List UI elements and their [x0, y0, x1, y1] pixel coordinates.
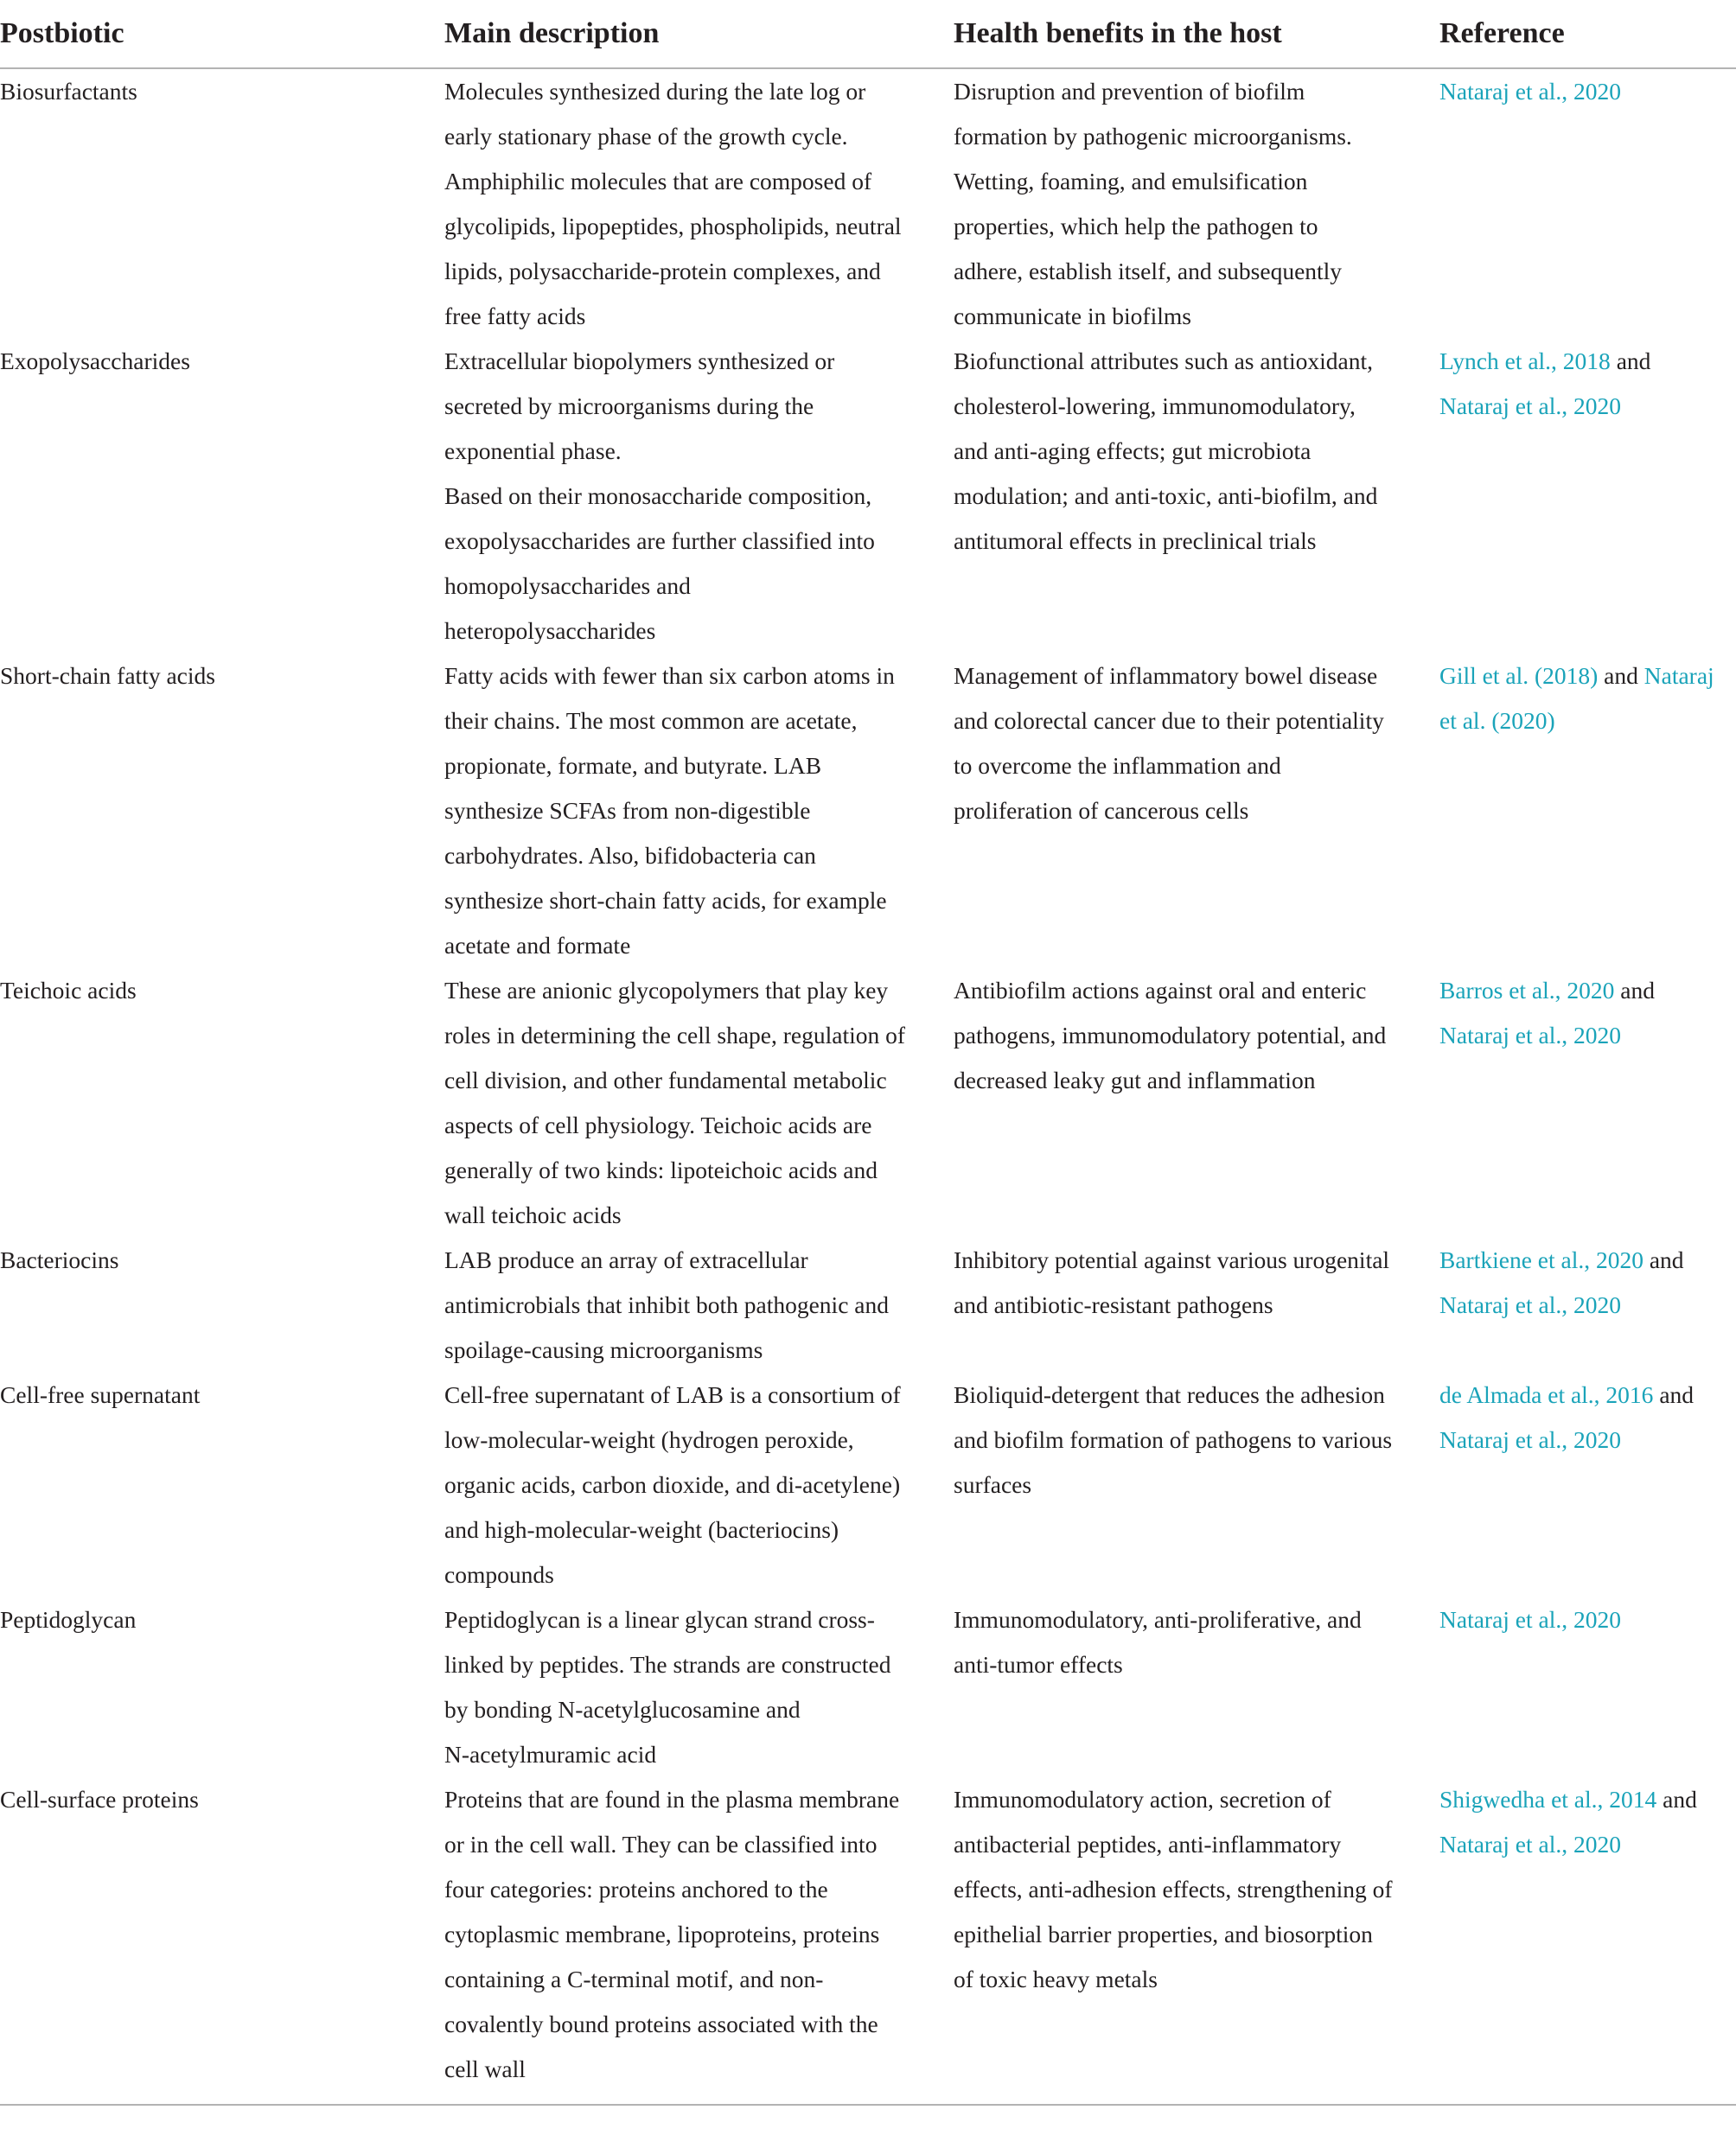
- cell-main-description: [444, 1238, 954, 1373]
- benefit-line: cholesterol-lowering, immunomodulatory,: [954, 392, 1356, 419]
- description-line: Extracellular biopolymers synthesized or: [444, 347, 835, 374]
- reference-link[interactable]: Shigwedha et al., 2014: [1439, 1786, 1657, 1813]
- description-line: or in the cell wall. They can be classified into: [444, 1831, 878, 1858]
- cell-postbiotic: [0, 1373, 444, 1597]
- cell-main-description: [444, 339, 954, 653]
- benefit-line: anti-tumor effects: [954, 1651, 1123, 1678]
- cell-health-benefits: [954, 1238, 1439, 1373]
- cell-main-description: [444, 968, 954, 1238]
- benefit-line: Wetting, foaming, and emulsification: [954, 168, 1308, 194]
- benefit-line: Disruption and prevention of biofilm: [954, 78, 1305, 105]
- table-body: [0, 68, 1736, 2105]
- description-line: exponential phase.: [444, 437, 622, 464]
- header-health-benefits: Health benefits in the host: [954, 0, 1439, 68]
- cell-health-benefits: [954, 68, 1439, 339]
- benefit-line: communicate in biofilms: [954, 303, 1191, 329]
- benefit-line: formation by pathogenic microorganisms.: [954, 123, 1352, 150]
- benefit-line: Immunomodulatory action, secretion of: [954, 1786, 1331, 1813]
- description-line: Proteins that are found in the plasma membrane: [444, 1786, 900, 1813]
- cell-postbiotic: [0, 653, 444, 968]
- table-row: [0, 339, 1736, 653]
- cell-reference: [1439, 68, 1736, 339]
- benefit-line: epithelial barrier properties, and biosorption: [954, 1921, 1373, 1947]
- postbiotic-name: Short-chain fatty acids: [0, 662, 215, 689]
- reference-line: [1439, 384, 1733, 429]
- reference-line: [1439, 1013, 1733, 1058]
- reference-link[interactable]: Lynch et al., 2018: [1439, 347, 1611, 374]
- description-line: cytoplasmic membrane, lipoproteins, proteins: [444, 1921, 880, 1947]
- cell-postbiotic: [0, 68, 444, 339]
- cell-health-benefits: [954, 339, 1439, 653]
- cell-postbiotic: [0, 339, 444, 653]
- description-line: propionate, formate, and butyrate. LAB: [444, 752, 822, 779]
- description-line: N-acetylmuramic acid: [444, 1741, 657, 1768]
- description-line: and high-molecular-weight (bacteriocins): [444, 1516, 839, 1543]
- reference-link[interactable]: et al. (2020): [1439, 707, 1555, 734]
- reference-line: [1439, 653, 1733, 698]
- description-line: heteropolysaccharides: [444, 617, 656, 644]
- cell-main-description: [444, 68, 954, 339]
- benefit-line: Antibiofilm actions against oral and enteric: [954, 977, 1367, 1004]
- description-line: cell wall: [444, 2056, 526, 2082]
- cell-health-benefits: [954, 1597, 1439, 1777]
- benefit-line: adhere, establish itself, and subsequently: [954, 258, 1343, 284]
- header-reference: Reference: [1439, 0, 1736, 68]
- cell-postbiotic: [0, 1238, 444, 1373]
- cell-main-description: [444, 1373, 954, 1597]
- reference-link[interactable]: Nataraj et al., 2020: [1439, 1022, 1621, 1049]
- benefit-line: and biofilm formation of pathogens to various: [954, 1426, 1393, 1453]
- description-line: synthesize SCFAs from non-digestible: [444, 797, 811, 824]
- description-line: exopolysaccharides are further classified into: [444, 527, 875, 554]
- reference-joiner-text: and: [1598, 662, 1644, 689]
- benefit-line: modulation; and anti-toxic, anti-biofilm, and: [954, 482, 1378, 509]
- benefit-line: decreased leaky gut and inflammation: [954, 1067, 1316, 1093]
- reference-line: [1439, 1597, 1733, 1642]
- benefit-line: Biofunctional attributes such as antioxidant,: [954, 347, 1373, 374]
- description-line: generally of two kinds: lipoteichoic acids and: [444, 1157, 878, 1183]
- reference-line: [1439, 1822, 1733, 1867]
- description-line: their chains. The most common are acetate,: [444, 707, 858, 734]
- reference-link[interactable]: Nataraj et al., 2020: [1439, 78, 1621, 105]
- reference-link[interactable]: Nataraj et al., 2020: [1439, 1831, 1621, 1858]
- postbiotic-name: Cell-free supernatant: [0, 1381, 201, 1408]
- cell-reference: [1439, 1238, 1736, 1373]
- description-line: These are anionic glycopolymers that play key: [444, 977, 889, 1004]
- postbiotic-name: Cell-surface proteins: [0, 1786, 199, 1813]
- postbiotic-name: Biosurfactants: [0, 78, 137, 105]
- benefit-line: Bioliquid-detergent that reduces the adhesion: [954, 1381, 1385, 1408]
- description-line: roles in determining the cell shape, regulation of: [444, 1022, 906, 1049]
- benefit-line: surfaces: [954, 1471, 1032, 1498]
- cell-health-benefits: [954, 1777, 1439, 2105]
- reference-link[interactable]: Barros et al., 2020: [1439, 977, 1615, 1004]
- benefit-line: pathogens, immunomodulatory potential, and: [954, 1022, 1387, 1049]
- postbiotic-name: Exopolysaccharides: [0, 347, 190, 374]
- cell-reference: [1439, 339, 1736, 653]
- reference-joiner-text: and: [1656, 1786, 1697, 1813]
- reference-line: [1439, 1238, 1733, 1283]
- cell-health-benefits: [954, 653, 1439, 968]
- benefit-line: and anti-aging effects; gut microbiota: [954, 437, 1312, 464]
- description-line: acetate and formate: [444, 932, 631, 959]
- postbiotic-name: Bacteriocins: [0, 1246, 119, 1273]
- benefit-line: proliferation of cancerous cells: [954, 797, 1249, 824]
- cell-reference: [1439, 1597, 1736, 1777]
- cell-health-benefits: [954, 968, 1439, 1238]
- description-line: secreted by microorganisms during the: [444, 392, 814, 419]
- reference-joiner-text: and: [1643, 1246, 1684, 1273]
- benefit-line: and colorectal cancer due to their potentiality: [954, 707, 1384, 734]
- cell-main-description: [444, 653, 954, 968]
- description-line: wall teichoic acids: [444, 1202, 622, 1228]
- description-line: synthesize short-chain fatty acids, for example: [444, 887, 887, 914]
- description-line: organic acids, carbon dioxide, and di-acetylene): [444, 1471, 901, 1498]
- header-row: [0, 0, 1736, 68]
- description-line: Based on their monosaccharide composition,: [444, 482, 872, 509]
- description-line: four categories: proteins anchored to the: [444, 1876, 828, 1903]
- header-postbiotic: Postbiotic: [0, 0, 444, 68]
- reference-line: [1439, 1418, 1733, 1463]
- benefit-line: effects, anti-adhesion effects, strengthening of: [954, 1876, 1393, 1903]
- benefit-line: of toxic heavy metals: [954, 1966, 1158, 1992]
- description-line: low-molecular-weight (hydrogen peroxide,: [444, 1426, 854, 1453]
- description-line: containing a C-terminal motif, and non-: [444, 1966, 824, 1992]
- description-line: early stationary phase of the growth cycle.: [444, 123, 848, 150]
- reference-link[interactable]: Nataraj: [1643, 662, 1714, 689]
- description-line: linked by peptides. The strands are constructed: [444, 1651, 891, 1678]
- header-main-description: Main description: [444, 0, 954, 68]
- description-line: compounds: [444, 1561, 554, 1588]
- table-header: [0, 0, 1736, 68]
- cell-main-description: [444, 1597, 954, 1777]
- description-line: Cell-free supernatant of LAB is a consortium of: [444, 1381, 901, 1408]
- benefit-line: antibacterial peptides, anti-inflammatory: [954, 1831, 1342, 1858]
- table-row: [0, 1373, 1736, 1597]
- reference-line: [1439, 698, 1733, 743]
- table-row: [0, 1597, 1736, 1777]
- reference-line: [1439, 968, 1733, 1013]
- benefit-line: properties, which help the pathogen to: [954, 213, 1318, 239]
- cell-postbiotic: [0, 1597, 444, 1777]
- description-line: free fatty acids: [444, 303, 586, 329]
- reference-link[interactable]: Bartkiene et al., 2020: [1439, 1246, 1643, 1273]
- reference-link[interactable]: Nataraj et al., 2020: [1439, 392, 1621, 419]
- reference-link[interactable]: Nataraj et al., 2020: [1439, 1291, 1621, 1318]
- table-row: [0, 968, 1736, 1238]
- description-line: Amphiphilic molecules that are composed of: [444, 168, 872, 194]
- benefit-line: antitumoral effects in preclinical trials: [954, 527, 1317, 554]
- table-row: [0, 653, 1736, 968]
- cell-reference: [1439, 1373, 1736, 1597]
- reference-joiner-text: and: [1614, 977, 1655, 1004]
- description-line: Molecules synthesized during the late log or: [444, 78, 866, 105]
- benefit-line: Inhibitory potential against various urogenital: [954, 1246, 1390, 1273]
- reference-line: [1439, 1373, 1733, 1418]
- reference-line: [1439, 1283, 1733, 1328]
- cell-reference: [1439, 653, 1736, 968]
- description-line: lipids, polysaccharide-protein complexes, and: [444, 258, 881, 284]
- benefit-line: Management of inflammatory bowel disease: [954, 662, 1378, 689]
- reference-link[interactable]: Nataraj et al., 2020: [1439, 1606, 1621, 1633]
- description-line: spoilage-causing microorganisms: [444, 1336, 763, 1363]
- description-line: covalently bound proteins associated with the: [444, 2011, 878, 2037]
- reference-link[interactable]: Gill et al. (2018): [1439, 662, 1599, 689]
- description-line: cell division, and other fundamental metabolic: [444, 1067, 887, 1093]
- reference-line: [1439, 1777, 1733, 1822]
- description-line: aspects of cell physiology. Teichoic acids are: [444, 1112, 872, 1138]
- cell-reference: [1439, 968, 1736, 1238]
- cell-reference: [1439, 1777, 1736, 2105]
- description-line: Peptidoglycan is a linear glycan strand cross-: [444, 1606, 875, 1633]
- reference-line: [1439, 69, 1733, 114]
- description-line: homopolysaccharides and: [444, 572, 691, 599]
- reference-joiner-text: and: [1610, 347, 1651, 374]
- benefit-line: Immunomodulatory, anti-proliferative, and: [954, 1606, 1362, 1633]
- reference-joiner-text: and: [1653, 1381, 1695, 1408]
- description-line: by bonding N-acetylglucosamine and: [444, 1696, 801, 1723]
- postbiotic-name: Peptidoglycan: [0, 1606, 137, 1633]
- description-line: Fatty acids with fewer than six carbon atoms in: [444, 662, 895, 689]
- description-line: antimicrobials that inhibit both pathogenic and: [444, 1291, 889, 1318]
- benefit-line: to overcome the inflammation and: [954, 752, 1281, 779]
- cell-postbiotic: [0, 1777, 444, 2105]
- postbiotic-name: Teichoic acids: [0, 977, 137, 1004]
- cell-main-description: [444, 1777, 954, 2105]
- description-line: carbohydrates. Also, bifidobacteria can: [444, 842, 816, 869]
- table-row: [0, 1238, 1736, 1373]
- table-row: [0, 68, 1736, 339]
- description-line: LAB produce an array of extracellular: [444, 1246, 808, 1273]
- table-row: [0, 1777, 1736, 2105]
- description-line: glycolipids, lipopeptides, phospholipids, neutral: [444, 213, 902, 239]
- cell-postbiotic: [0, 968, 444, 1238]
- benefit-line: and antibiotic-resistant pathogens: [954, 1291, 1273, 1318]
- reference-link[interactable]: Nataraj et al., 2020: [1439, 1426, 1621, 1453]
- reference-link[interactable]: de Almada et al., 2016: [1439, 1381, 1654, 1408]
- reference-line: [1439, 339, 1733, 384]
- cell-health-benefits: [954, 1373, 1439, 1597]
